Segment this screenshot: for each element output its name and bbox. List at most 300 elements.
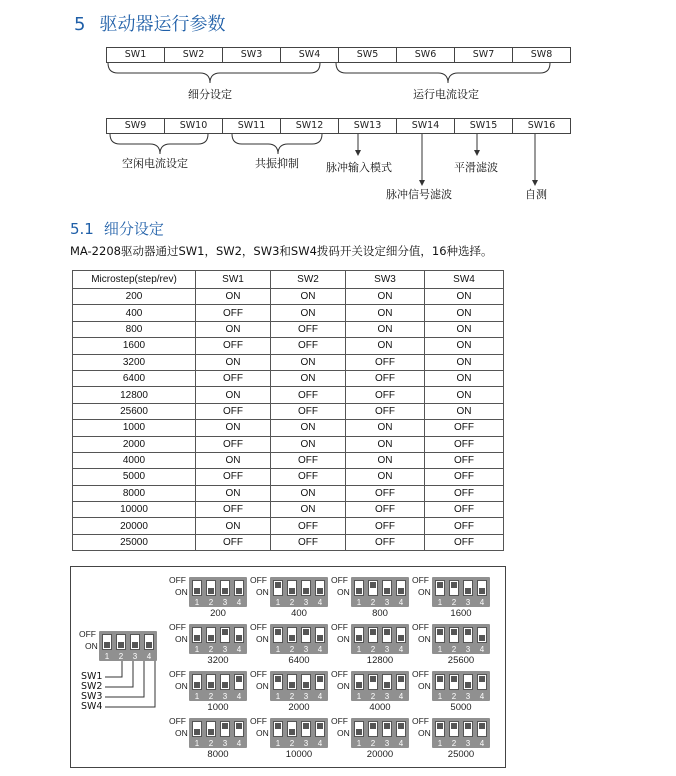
switch-state-cell: OFF [425,534,504,550]
switch-state-cell: ON [346,436,425,452]
switch-state-cell: OFF [271,452,346,468]
switch-state-cell: OFF [346,370,425,386]
switch-state-cell: ON [271,420,346,436]
dip-on-label: ON [418,681,431,691]
switch-cell: SW9 [107,119,165,133]
dip-toggle-4 [234,627,244,643]
dip-digit: 4 [236,692,242,701]
switch-row-2 [106,118,571,134]
switch-state-cell: ON [196,420,271,436]
dip-value-label: 800 [372,608,388,619]
dip-value-label: 1000 [207,702,229,713]
switch-state-cell: ON [196,485,271,501]
dip-on-label: ON [175,634,188,644]
dip-knob [222,723,228,729]
switch-state-cell: OFF [425,436,504,452]
dip-digit: 1 [194,739,200,748]
switch-state-cell: ON [271,502,346,518]
dip-digit: 2 [289,739,295,748]
column-header: SW4 [425,271,504,289]
microstep-table [72,270,504,551]
dip-on-label: ON [85,641,98,651]
dip-toggle-2 [368,674,378,690]
dip-off-label: OFF [169,622,186,632]
dip-switch-body [270,671,328,701]
switch-state-cell: ON [425,305,504,321]
switch-state-cell: OFF [196,534,271,550]
dip-switch-body [189,577,247,607]
switch-state-cell: ON [271,289,346,305]
group-label-microstep: 细分设定 [188,88,232,101]
microstep-cell: 8000 [73,485,196,501]
dip-value-label: 2000 [288,702,310,713]
dip-knob [384,629,390,635]
dip-knob [275,582,281,588]
dip-toggle-4 [477,627,487,643]
switch-state-cell: ON [196,452,271,468]
dip-knob [465,629,471,635]
switch-state-cell: ON [196,518,271,534]
dip-toggle-4 [477,721,487,737]
dip-digit: 3 [384,692,390,701]
switch-cell: SW11 [223,119,281,133]
dip-on-label: ON [418,728,431,738]
dip-digit: 1 [356,645,362,654]
switch-state-cell: ON [346,469,425,485]
switch-cell: SW14 [397,119,455,133]
table-row [73,354,504,370]
dip-switch-body [270,624,328,654]
dip-knob [275,676,281,682]
legend-sw1: SW1 [81,671,103,682]
dip-toggle-2 [449,721,459,737]
dip-knob [208,729,214,735]
dip-toggle-4 [396,674,406,690]
dip-digit: 2 [370,645,376,654]
dip-digit: 3 [222,645,228,654]
dip-on-label: ON [256,681,269,691]
dip-digit: 2 [451,739,457,748]
dip-knob [398,635,404,641]
dip-digit: 1 [437,598,443,607]
switch-state-cell: OFF [346,354,425,370]
dip-off-label: OFF [169,669,186,679]
switch-state-cell: OFF [346,403,425,419]
dip-on-label: ON [256,587,269,597]
dip-off-label: OFF [250,575,267,585]
dip-toggle-4 [234,580,244,596]
dip-knob [289,682,295,688]
dip-value-label: 3200 [207,655,229,666]
microstep-cell: 12800 [73,387,196,403]
dip-toggle-2 [449,627,459,643]
dip-switch-body [432,671,490,701]
microstep-cell: 20000 [73,518,196,534]
dip-switch-setting [412,716,492,770]
switch-state-cell: ON [425,321,504,337]
dip-digit: 4 [398,692,404,701]
dip-toggle-1 [435,674,445,690]
dip-knob [479,635,485,641]
dip-off-label: OFF [412,575,429,585]
dip-digit: 1 [194,598,200,607]
dip-toggle-3 [301,721,311,737]
switch-state-cell: OFF [346,518,425,534]
dip-knob [451,676,457,682]
switch-state-cell: ON [346,338,425,354]
dip-digit: 4 [146,652,152,661]
dip-digit: 3 [465,739,471,748]
dip-knob [479,723,485,729]
dip-digit: 4 [317,645,323,654]
dip-knob [194,729,200,735]
dip-toggle-4 [315,721,325,737]
switch-cell: SW6 [397,48,455,62]
switch-cell: SW12 [281,119,339,133]
switch-state-cell: OFF [196,370,271,386]
dip-value-label: 10000 [285,749,313,760]
dip-switch-body [189,718,247,748]
dip-digit: 4 [317,598,323,607]
dip-switch-body [189,624,247,654]
switch-state-cell: ON [346,452,425,468]
dip-digit: 3 [465,692,471,701]
dip-digit: 1 [437,645,443,654]
group-label-pulse-filter: 脉冲信号滤波 [386,188,452,201]
dip-knob [437,582,443,588]
dip-off-label: OFF [250,622,267,632]
dip-digit: 4 [236,739,242,748]
dip-switch-setting [169,716,249,770]
legend-sw2: SW2 [81,681,103,692]
switch-state-cell: OFF [196,338,271,354]
dip-toggle-4 [477,674,487,690]
switch-state-cell: OFF [425,452,504,468]
table-row [73,518,504,534]
dip-knob [303,723,309,729]
switch-state-cell: ON [425,387,504,403]
switch-state-cell: ON [271,354,346,370]
dip-knob [222,629,228,635]
dip-digit: 2 [451,598,457,607]
table-header-row [73,271,504,289]
dip-toggle-2 [449,674,459,690]
dip-switch-body [270,577,328,607]
dip-switch-diagram [70,566,506,768]
dip-off-label: OFF [412,669,429,679]
dip-digit: 4 [236,645,242,654]
dip-knob [370,629,376,635]
dip-toggle-3 [382,721,392,737]
switch-cell: SW8 [530,49,553,60]
dip-knob [356,682,362,688]
group-label-run-current: 运行电流设定 [413,88,479,101]
dip-knob [451,582,457,588]
dip-digit: 3 [303,645,309,654]
dip-knob [479,588,485,594]
dip-on-label: ON [337,728,350,738]
switch-cell: SW16 [527,120,556,131]
dip-knob [398,676,404,682]
dip-value-label: 25600 [447,655,475,666]
dip-on-label: ON [337,634,350,644]
dip-digit: 3 [132,652,138,661]
dip-digit: 4 [398,645,404,654]
dip-digit: 1 [275,739,281,748]
dip-digit: 4 [398,739,404,748]
dip-toggle-2 [287,674,297,690]
dip-toggle-3 [463,674,473,690]
switch-cell: SW4 [281,48,339,62]
switch-state-cell: OFF [425,518,504,534]
dip-digit: 3 [222,598,228,607]
dip-off-label: OFF [331,716,348,726]
dip-switch-setting [412,669,492,723]
microstep-cell: 800 [73,321,196,337]
dip-value-label: 20000 [366,749,394,760]
dip-knob [317,635,323,641]
intro-text: MA-2208驱动器通过SW1，SW2，SW3和SW4拨码开关设定细分值，16种选择。 [70,244,493,258]
dip-knob [370,676,376,682]
dip-switch-setting [331,669,411,723]
dip-digit: 3 [384,645,390,654]
dip-on-label: ON [256,634,269,644]
switch-state-cell: ON [271,370,346,386]
dip-toggle-1 [192,721,202,737]
dip-knob [317,723,323,729]
dip-digit: 4 [479,645,485,654]
dip-off-label: OFF [331,622,348,632]
dip-digit: 2 [370,598,376,607]
table-row [73,321,504,337]
dip-knob [356,729,362,735]
switch-cell: SW7 [455,48,513,62]
dip-knob [194,635,200,641]
dip-knob [451,629,457,635]
dip-toggle-3 [220,627,230,643]
microstep-cell: 1600 [73,338,196,354]
table-row [73,305,504,321]
dip-switch-body [351,718,409,748]
dip-off-label: OFF [250,716,267,726]
switch-state-cell: OFF [271,403,346,419]
table-row [73,403,504,419]
dip-digit: 1 [437,739,443,748]
dip-knob [194,682,200,688]
dip-toggle-1 [354,580,364,596]
dip-knob [370,582,376,588]
dip-value-label: 8000 [207,749,229,760]
microstep-cell: 1000 [73,420,196,436]
table-row [73,436,504,452]
switch-state-cell: ON [425,370,504,386]
dip-on-label: ON [418,587,431,597]
dip-value-label: 25000 [447,749,475,760]
switch-state-cell: OFF [346,502,425,518]
section-number: 5 [74,14,86,35]
dip-knob [303,682,309,688]
microstep-cell: 2000 [73,436,196,452]
dip-knob [208,682,214,688]
switch-state-cell: OFF [346,387,425,403]
switch-state-cell: OFF [196,305,271,321]
dip-toggle-2 [368,721,378,737]
dip-toggle-3 [382,627,392,643]
dip-digit: 2 [208,645,214,654]
dip-switch-setting [250,622,330,676]
dip-switch-body [351,577,409,607]
dip-switch-body [432,718,490,748]
switch-state-cell: OFF [271,518,346,534]
switch-state-cell: OFF [271,534,346,550]
dip-digit: 2 [208,598,214,607]
dip-digit: 1 [275,692,281,701]
dip-digit: 1 [356,739,362,748]
dip-digit: 3 [222,692,228,701]
dip-toggle-2 [287,627,297,643]
switch-cell: SW2 [165,48,223,62]
switch-cell: SW5 [339,48,397,62]
dip-digit: 2 [289,645,295,654]
dip-knob [275,723,281,729]
switch-state-cell: OFF [346,485,425,501]
switch-state-cell: OFF [196,469,271,485]
dip-digit: 4 [398,598,404,607]
dip-digit: 4 [236,598,242,607]
dip-digit: 3 [384,598,390,607]
dip-switch-setting [169,575,249,629]
table-row [73,338,504,354]
dip-digit: 4 [479,692,485,701]
dip-switch-body [189,671,247,701]
switch-cell: SW13 [339,119,397,133]
dip-knob [465,682,471,688]
microstep-cell: 400 [73,305,196,321]
dip-value-label: 1600 [450,608,472,619]
dip-digit: 1 [194,645,200,654]
legend-sw3: SW3 [81,691,103,702]
dip-switch-setting [250,575,330,629]
dip-digit: 3 [303,739,309,748]
dip-toggle-3 [382,674,392,690]
switch-state-cell: ON [271,485,346,501]
group-label-idle-current: 空闲电流设定 [122,157,188,170]
dip-toggle-2 [368,580,378,596]
group-label-self-test: 自测 [525,188,547,201]
switch-cell: SW15 [455,119,513,133]
dip-toggle-4 [396,580,406,596]
dip-knob [275,629,281,635]
section-title: 驱动器运行参数 [99,14,226,35]
table-row [73,420,504,436]
dip-off-label: OFF [331,669,348,679]
dip-knob [465,723,471,729]
dip-knob [208,588,214,594]
dip-knob [236,588,242,594]
dip-knob [384,588,390,594]
dip-toggle-3 [220,580,230,596]
dip-digit: 2 [208,692,214,701]
dip-knob [317,676,323,682]
subsection-number: 5.1 [70,220,94,238]
dip-on-label: ON [337,681,350,691]
dip-toggle-4 [396,627,406,643]
dip-toggle-2 [206,627,216,643]
dip-digit: 1 [194,692,200,701]
dip-off-label: OFF [331,575,348,585]
switch-state-cell: ON [196,321,271,337]
dip-digit: 2 [118,652,124,661]
dip-knob [208,635,214,641]
dip-knob [289,729,295,735]
dip-toggle-1 [354,674,364,690]
dip-switch-setting [412,622,492,676]
dip-switch-setting [169,669,249,723]
switch-cell: SW1 [107,48,165,62]
dip-toggle-4 [396,721,406,737]
microstep-cell: 200 [73,289,196,305]
dip-toggle-2 [287,721,297,737]
microstep-cell: 4000 [73,452,196,468]
dip-toggle-1 [192,627,202,643]
legend-sw4: SW4 [81,701,103,712]
dip-toggle-4 [234,674,244,690]
dip-toggle-1 [192,580,202,596]
dip-toggle-3 [220,674,230,690]
dip-knob [398,723,404,729]
dip-toggle-1 [192,674,202,690]
dip-digit: 2 [451,645,457,654]
dip-switch-setting [331,622,411,676]
dip-value-label: 4000 [369,702,391,713]
dip-digit: 1 [356,692,362,701]
dip-toggle-4 [477,580,487,596]
table-row [73,485,504,501]
dip-toggle-1 [273,721,283,737]
dip-digit: 4 [479,739,485,748]
dip-toggle-1 [435,627,445,643]
switch-state-cell: ON [346,420,425,436]
dip-value-label: 5000 [450,702,472,713]
dip-off-label: OFF [169,716,186,726]
switch-state-cell: ON [196,289,271,305]
column-header: Microstep(step/rev) [73,271,196,289]
microstep-cell: 10000 [73,502,196,518]
switch-state-cell: ON [425,289,504,305]
dip-digit: 3 [303,692,309,701]
switch-state-cell: OFF [196,403,271,419]
dip-knob [398,588,404,594]
switch-state-cell: ON [196,354,271,370]
dip-off-label: OFF [79,629,96,639]
column-header: SW3 [346,271,425,289]
switch-state-cell: OFF [196,502,271,518]
dip-digit: 4 [317,692,323,701]
dip-switch-setting [250,716,330,770]
dip-knob [370,723,376,729]
dip-toggle-1 [354,627,364,643]
microstep-cell: 3200 [73,354,196,370]
dip-knob [384,723,390,729]
dip-digit: 3 [465,598,471,607]
subsection-heading [70,218,164,239]
dip-digit: 1 [356,598,362,607]
dip-toggle-3 [301,580,311,596]
dip-knob [437,676,443,682]
group-label-pulse-mode: 脉冲输入模式 [326,161,392,174]
switch-state-cell: ON [425,354,504,370]
dip-knob [356,635,362,641]
